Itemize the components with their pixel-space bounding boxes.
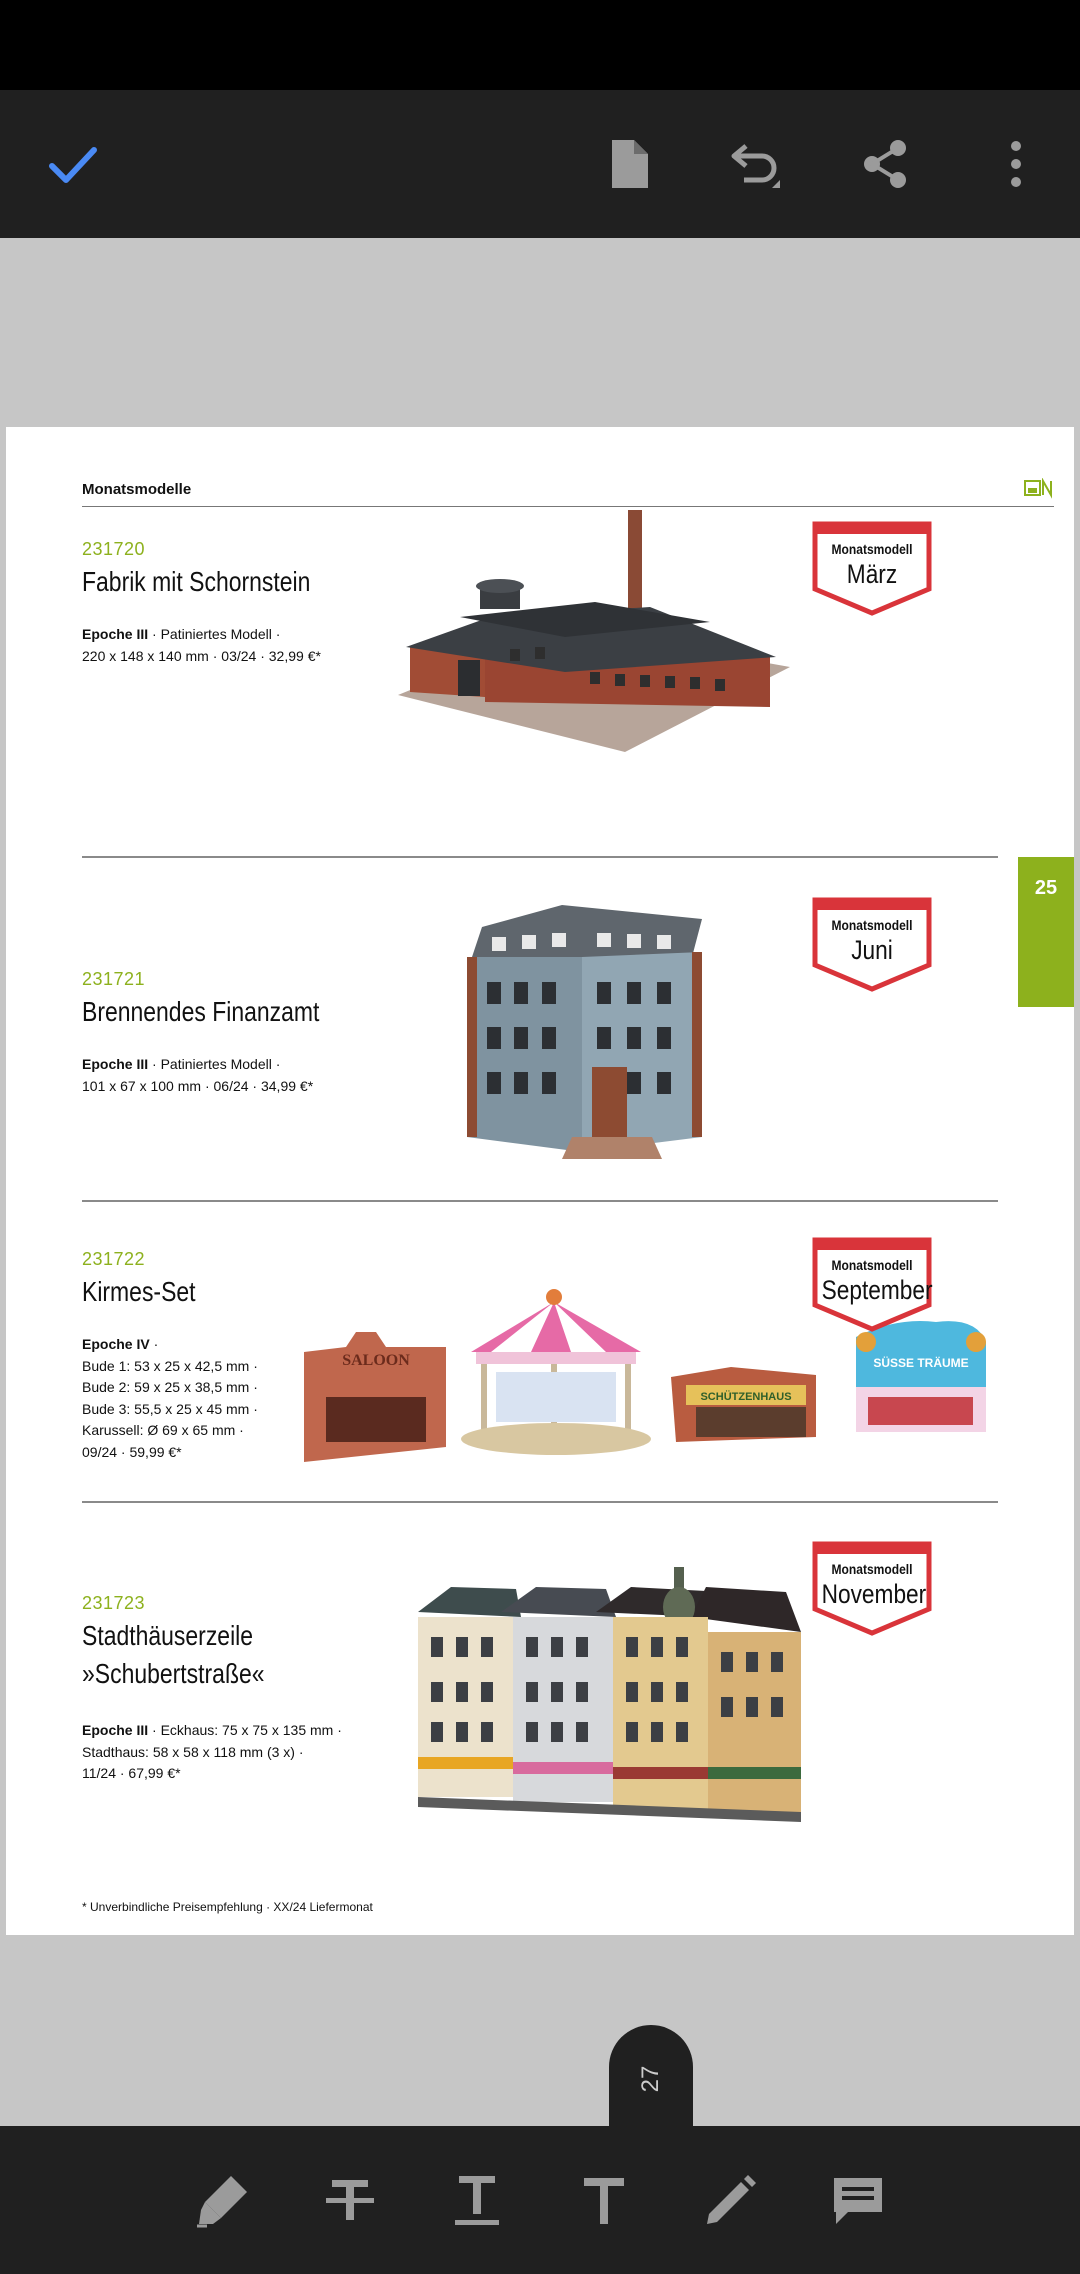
page-header	[82, 453, 1054, 507]
annotation-toolbar	[0, 2126, 1080, 2274]
item-title: Brennendes Finanzamt	[82, 996, 320, 1027]
item-spec	[82, 1334, 258, 1463]
factory-illustration	[390, 507, 800, 757]
saloon-booth	[304, 1332, 446, 1462]
more-icon	[988, 136, 1044, 192]
spec-text: · Eckhaus: 75 x 75 x 135 mm ·	[148, 1722, 342, 1738]
document-page	[6, 427, 1074, 1935]
spec-text: 101 x 67 x 100 mm · 06/24 · 34,99 €*	[82, 1077, 314, 1094]
status-bar	[0, 0, 1080, 90]
page-section-number: 25	[1034, 877, 1058, 899]
title-line: Stadthäuserzeile	[82, 1620, 254, 1651]
item-spec	[82, 624, 321, 667]
spec-text: · Patiniertes Modell ·	[148, 626, 281, 642]
pencil-button[interactable]	[701, 2170, 761, 2230]
done-button[interactable]	[32, 124, 112, 204]
section-divider	[82, 856, 998, 858]
text-icon	[574, 2170, 634, 2230]
highlight-button[interactable]	[193, 2170, 253, 2230]
badge-label: Monatsmodell	[831, 1257, 913, 1273]
item-number: 231720	[82, 539, 146, 559]
spec-text: Bude 3: 55,5 x 25 x 45 mm ·	[82, 1400, 258, 1417]
item-title: Fabrik mit Schornstein	[82, 566, 311, 597]
epoch-label: Epoche IV	[82, 1336, 150, 1352]
document-button[interactable]	[590, 124, 670, 204]
comment-icon	[828, 2170, 888, 2230]
month-badge	[812, 1541, 932, 1637]
sweets-sign: SÜSSE TRÄUME	[873, 1356, 969, 1370]
page-section-tab	[1018, 857, 1074, 1007]
section-divider	[82, 1200, 998, 1202]
underline-button[interactable]	[447, 2170, 507, 2230]
undo-button[interactable]	[716, 124, 796, 204]
month-badge	[812, 897, 932, 993]
badge-label: Monatsmodell	[831, 1561, 913, 1577]
spec-text: Karussell: Ø 69 x 65 mm ·	[82, 1422, 244, 1438]
schuetzenhaus-sign: SCHÜTZENHAUS	[700, 1391, 792, 1403]
badge-label: Monatsmodell	[831, 541, 913, 557]
item-title: Kirmes-Set	[82, 1276, 196, 1307]
document-icon	[602, 136, 658, 192]
item-title	[82, 1617, 265, 1693]
highlighter-icon	[193, 2170, 253, 2230]
saloon-sign: SALOON	[342, 1352, 410, 1369]
finance-office-illustration	[452, 897, 728, 1167]
title-line: »Schubertstraße«	[82, 1658, 265, 1689]
spec-text: 09/24 · 59,99 €*	[82, 1443, 182, 1460]
badge-month: Juni	[851, 935, 893, 965]
page-indicator-number: 27	[637, 2065, 664, 2093]
spec-text: Bude 1: 53 x 25 x 42,5 mm ·	[82, 1357, 258, 1374]
underline-icon	[447, 2170, 507, 2230]
spec-text: 220 x 148 x 140 mm · 03/24 · 32,99 €*	[82, 647, 321, 664]
share-button[interactable]	[846, 124, 926, 204]
schuetzenhaus-booth	[671, 1367, 816, 1442]
item-spec	[82, 1054, 313, 1097]
text-button[interactable]	[574, 2170, 634, 2230]
page-indicator[interactable]	[609, 2025, 693, 2131]
sweets-booth	[856, 1321, 986, 1432]
badge-label: Monatsmodell	[831, 917, 913, 933]
month-badge	[812, 1237, 932, 1333]
item-number: 231722	[82, 1249, 146, 1269]
spec-text: Stadthaus: 58 x 58 x 118 mm (3 x) ·	[82, 1743, 304, 1760]
spec-text: Bude 2: 59 x 25 x 38,5 mm ·	[82, 1379, 258, 1395]
month-badge	[812, 521, 932, 617]
badge-month: September	[821, 1275, 933, 1305]
epoch-label: Epoche III	[82, 1056, 149, 1072]
item-number: 231723	[82, 1593, 146, 1613]
more-options-button[interactable]	[976, 124, 1056, 204]
epoch-label: Epoche III	[82, 626, 149, 642]
check-icon	[44, 136, 100, 192]
strikethrough-button[interactable]	[320, 2170, 380, 2230]
pencil-icon	[701, 2170, 761, 2230]
item-spec	[82, 1720, 342, 1785]
share-icon	[858, 136, 914, 192]
carousel	[461, 1289, 651, 1455]
spec-text: 11/24 · 67,99 €*	[82, 1765, 181, 1781]
spec-text: · Patiniertes Modell ·	[148, 1056, 281, 1072]
brand-logo-icon	[1024, 478, 1054, 500]
top-toolbar	[0, 90, 1080, 238]
page-header-title: Monatsmodelle	[82, 481, 192, 498]
footnote: * Unverbindliche Preisempfehlung · XX/24 Liefermonat	[82, 1900, 373, 1914]
badge-month: November	[821, 1579, 927, 1609]
comment-button[interactable]	[828, 2170, 888, 2230]
strikethrough-icon	[320, 2170, 380, 2230]
spec-text: ·	[149, 1336, 159, 1352]
badge-month: März	[846, 559, 898, 589]
townhouses-illustration	[406, 1557, 816, 1837]
section-divider	[82, 1501, 998, 1503]
item-number: 231721	[82, 969, 146, 989]
undo-icon	[728, 136, 784, 192]
epoch-label: Epoche III	[82, 1722, 149, 1738]
